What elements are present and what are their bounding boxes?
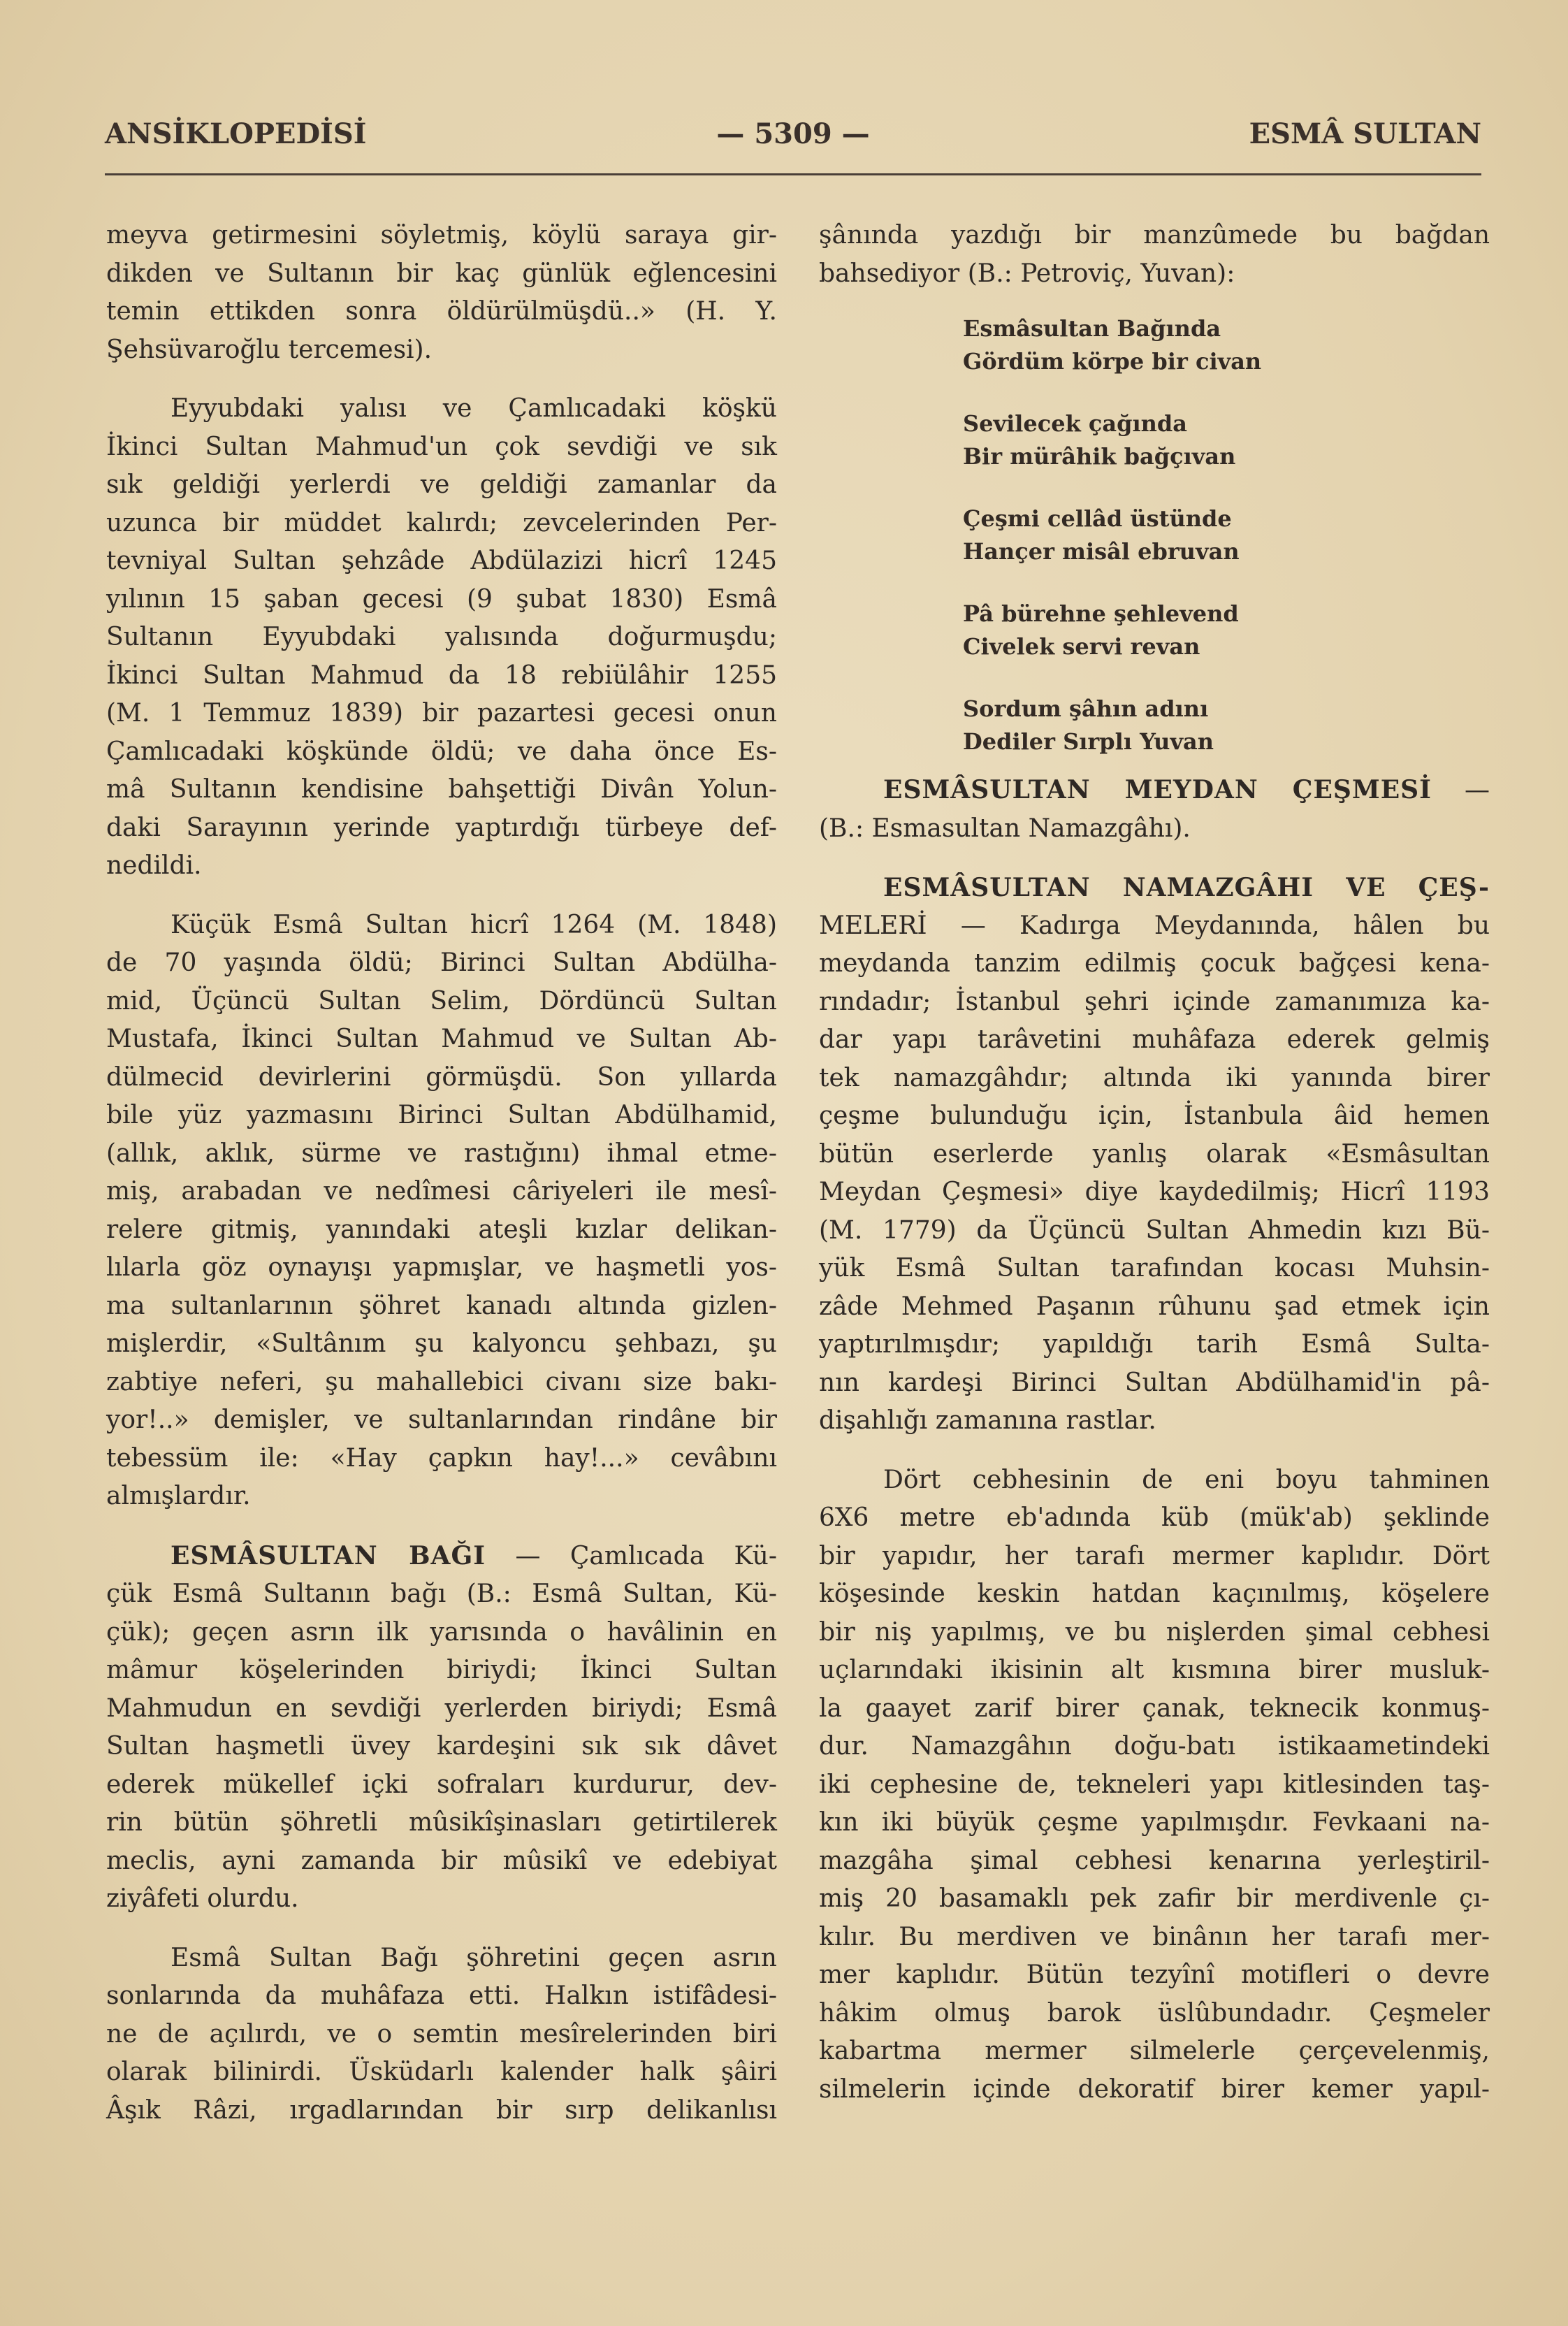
page-number: — 5309 — <box>716 117 870 150</box>
paragraph: Küçük Esmâ Sultan hicrî 1264 (M. 1848) de 70 yaşında öldü; Birinci Sultan Abdülha- mid, Üçüncü Sultan Selim, Dördüncü Sultan Mustafa, İkinci Sultan Mahmud ve Sultan Ab- dülmecid devirlerini görmüşdü. Son yıllarda bile yüz yazmasını Birinci Sultan Abdülhamid, (allık, aklık, sürme ve rastığını) ihmal etme- miş, arabadan ve nedîmesi câriyeleri ile mesî- relere gitmiş, yanındaki ateşli kızlar delikan- lılarla göz oynayışı yapmışlar, ve haşmetli yos- ma sultanlarının şöhret kanadı altında gizlen- mişlerdir, «Sultânım şu kalyoncu şehbazı, şu zabtiye neferi, şu mahallebici civanı size bakı- yor!..» demişler, ve sultanlarından rindâne bir tebessüm ile: «Hay çapkın hay!...» cevâbını almışlardır. <box>106 910 777 1510</box>
paragraph: Esmâ Sultan Bağı şöhretini geçen asrın sonlarında da muhâfaza etti. Halkın istifâdesi- ne de açılırdı, ve o semtin mesîrelerinden biri olarak bilinirdi. Üsküdarlı kalender halk şâiri Âşık Râzi, ırgadlarından bir sırp delikanlısı <box>106 1943 777 2125</box>
poem-stanza: Esmâsultan Bağında Gördüm körpe bir civan <box>963 315 1262 375</box>
header-left: ANSİKLOPEDİSİ <box>105 117 367 150</box>
paragraph: Eyyubdaki yalısı ve Çamlıcadaki köşkü İkinci Sultan Mahmud'un çok sevdiği ve sık sık geldiği yerlerdi ve geldiği zamanlar da uzunca bir müddet kalırdı; zevcelerinden Per- tevniyal Sultan şehzâde Abdülazizi hicrî 1245 yılının 15 şaban gecesi (9 şubat 1830) Esmâ Sultanın Eyyubdaki yalısında doğurmuşdu; İkinci Sultan Mahmud da 18 rebiülâhir 1255 (M. 1 Temmuz 1839) bir pazartesi gecesi onun Çamlıcadaki köşkünde öldü; ve daha önce Es- mâ Sultanın kendisine bahşettiği Divân Yolun- daki Sarayının yerinde yaptırdığı türbeye def- nedildi. <box>106 394 777 880</box>
poem-stanza: Pâ bürehne şehlevend Civelek servi revan <box>963 600 1239 660</box>
entry-esmasultan-bagi: ESMÂSULTAN BAĞI — Çamlıcada Kü- çük Esmâ Sultanın bağı (B.: Esmâ Sultan, Kü- çük); geçen asrın ilk yarısında o havâlinin en mâmur köşelerinden biriydi; İkinci Sultan Mahmudun en sevdiği yerlerden biriydi; Esmâ Sultan haşmetli üvey kardeşini sık sık dâvet ederek mükellef içki sofraları kurdurur, dev- rin bütün şöhretli mûsikîşinasları getirtilerek meclis, ayni zamanda bir mûsikî ve edebiyat ziyâfeti olurdu. <box>106 1540 778 1913</box>
poem-stanza: Sevilecek çağında Bir mürâhik bağçıvan <box>963 410 1236 470</box>
header-rule <box>105 173 1481 175</box>
entry-meydan-cesmesi: ESMÂSULTAN MEYDAN ÇEŞMESİ — (B.: Esmasultan Namazgâhı). <box>819 775 1490 843</box>
running-header <box>105 117 1481 159</box>
paragraph: meyva getirmesini söyletmiş, köylü saraya gir- dikden ve Sultanın bir kaç günlük eğlencesini temin ettikden sonra öldürülmüşdü..» (H. Y. Şehsüvaroğlu tercemesi). <box>106 221 777 364</box>
left-column <box>106 217 777 2151</box>
right-column <box>819 217 1490 2130</box>
entry-namazgahi: ESMÂSULTAN NAMAZGÂHI VE ÇEŞ- MELERİ — Kadırga Meydanında, hâlen bu meydanda tanzim edilmiş çocuk bağçesi kena- rındadır; İstanbul şehri içinde zamanımıza ka- dar yapı tarâvetini muhâfaza ederek gelmiş tek namazgâhdır; altında iki yanında birer çeşme bulunduğu için, İstanbula âid hemen bütün eserlerde yanlış olarak «Esmâsultan Meydan Çeşmesi» diye kaydedilmiş; Hicrî 1193 (M. 1779) da Üçüncü Sultan Ahmedin kızı Bü- yük Esmâ Sultan tarafından kocası Muhsin- zâde Mehmed Paşanın rûhunu şad etmek için yaptırılmışdır; yapıldığı tarih Esmâ Sulta- nın kardeşi Birinci Sultan Abdülhamid'in pâ- dişahlığı zamanına rastlar. <box>819 869 1490 1440</box>
header-right: ESMÂ SULTAN <box>1249 117 1481 150</box>
poem <box>963 312 1490 758</box>
paragraph: şânında yazdığı bir manzûmede bu bağdan bahsediyor (B.: Petroviç, Yuvan): <box>819 221 1490 288</box>
poem-stanza: Çeşmi cellâd üstünde Hançer misâl ebruvan <box>963 505 1240 565</box>
poem-stanza: Sordum şâhın adını Dediler Sırplı Yuvan <box>963 695 1214 755</box>
paragraph: Dört cebhesinin de eni boyu tahminen 6X6 metre eb'adında küb (mük'ab) şeklinde bir yapıdır, her tarafı mermer kaplıdır. Dört köşesinde keskin hatdan kaçınılmış, köşelere bir niş yapılmış, ve bu nişlerden şimal cebhesi uçlarındaki ikisinin alt kısmına birer musluk- la gaayet zarif birer çanak, teknecik konmuş- dur. Namazgâhın doğu-batı istikaametindeki iki cephesine de, tekneleri yapı kitlesinden taş- kın iki büyük çeşme yapılmışdır. Fevkaani na- mazgâha şimal cebhesi kenarına yerleştiril- miş 20 basamaklı pek zafir bir merdivenle çı- kılır. Bu merdiven ve binânın her tarafı mer- mer kaplıdır. Bütün tezyînî motifleri o devre hâkim olmuş barok üslûbundadır. Çeşmeler kabartma mermer silmelerle çerçevelenmiş, silmelerin içinde dekoratif birer kemer yapıl- <box>819 1465 1490 2104</box>
entry-heading: ESMÂSULTAN NAMAZGÂHI VE ÇEŞ- <box>883 873 1490 902</box>
entry-heading: ESMÂSULTAN BAĞI <box>170 1540 486 1570</box>
entry-heading: ESMÂSULTAN MEYDAN ÇEŞMESİ <box>883 775 1432 804</box>
